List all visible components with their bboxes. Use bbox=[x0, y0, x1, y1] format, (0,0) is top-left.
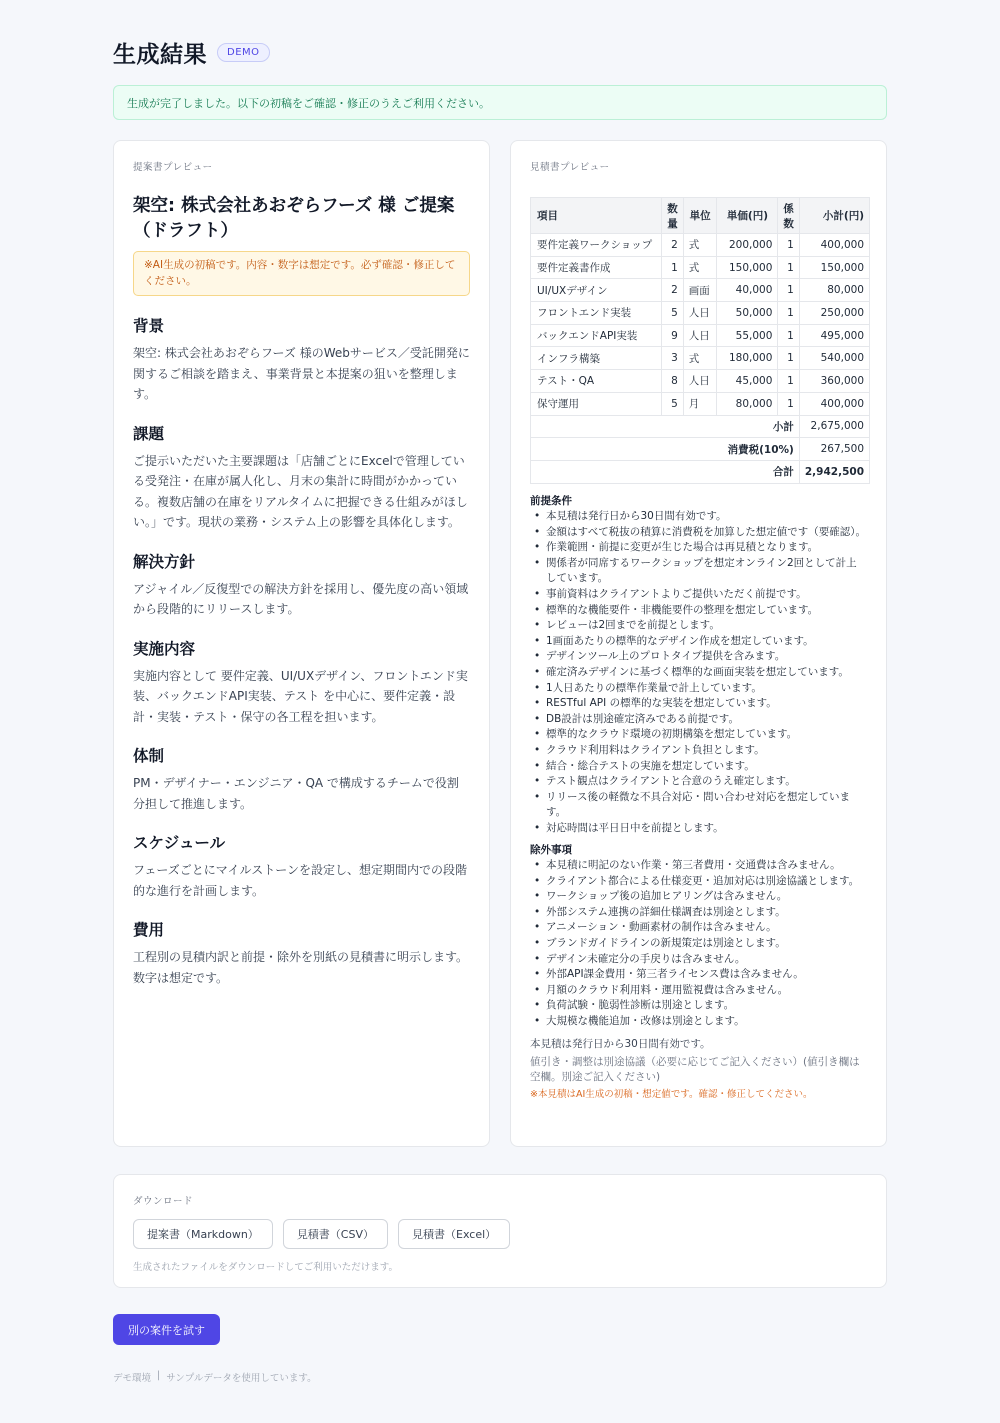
cell-subtotal: 495,000 bbox=[799, 324, 869, 347]
cell-subtotal: 360,000 bbox=[799, 370, 869, 393]
table-row bbox=[531, 279, 870, 302]
download-card bbox=[113, 1174, 887, 1288]
cell-qty: 2 bbox=[662, 234, 683, 257]
cell-unit: 人日 bbox=[683, 302, 717, 325]
cell-coef: 1 bbox=[778, 347, 799, 370]
exclusions-list bbox=[530, 858, 867, 1030]
proposal-preview-label: 提案書プレビュー bbox=[133, 162, 213, 173]
section-body: フェーズごとにマイルストーンを設定し、想定期間内での段階的な進行を計画します。 bbox=[133, 863, 467, 898]
cell-qty: 5 bbox=[662, 302, 683, 325]
section-body: 実施内容として 要件定義、UI/UXデザイン、フロントエンド実装、バックエンドAPI実装、テスト を中心に、要件定義・設計・実装・テスト・保守の各工程を担います。 bbox=[133, 668, 468, 724]
list-item: • テスト観点はクライアントと合意のうえ確定します。 bbox=[530, 774, 867, 790]
validity-note: 本見積は発行日から30日間有効です。 bbox=[530, 1037, 711, 1050]
list-item: • 事前資料はクライアントよりご提供いただく前提です。 bbox=[530, 587, 867, 603]
list-item: • 本見積は発行日から30日間有効です。 bbox=[530, 509, 867, 525]
cell-unit: 月 bbox=[683, 392, 717, 415]
download-estimate-excel-button[interactable]: 見積書（Excel） bbox=[398, 1219, 510, 1249]
cell-coef: 1 bbox=[778, 324, 799, 347]
table-row bbox=[531, 256, 870, 279]
cell-coef: 1 bbox=[778, 392, 799, 415]
cell-subtotal: 80,000 bbox=[799, 279, 869, 302]
list-item: • リリース後の軽微な不具合対応・問い合わせ対応を想定しています。 bbox=[530, 790, 867, 821]
estimate-totals bbox=[531, 415, 870, 483]
list-item: • 外部API課金費用・第三者ライセンス費は含みません。 bbox=[530, 967, 867, 983]
cell-item: テスト・QA bbox=[531, 370, 662, 393]
cell-subtotal: 400,000 bbox=[799, 234, 869, 257]
ai-draft-warning: ※AI生成の初稿です。内容・数字は想定です。必ず確認・修正してください。 bbox=[133, 251, 470, 296]
table-row bbox=[531, 370, 870, 393]
cell-price: 150,000 bbox=[717, 256, 778, 279]
cell-price: 45,000 bbox=[717, 370, 778, 393]
list-item: • 月額のクラウド利用料・運用監視費は含みません。 bbox=[530, 983, 867, 999]
cell-unit: 人日 bbox=[683, 324, 717, 347]
cell-item: 要件定義書作成 bbox=[531, 256, 662, 279]
section-heading: 背景 bbox=[133, 317, 165, 335]
table-row bbox=[531, 324, 870, 347]
estimate-body bbox=[531, 234, 870, 416]
cell-item: バックエンドAPI実装 bbox=[531, 324, 662, 347]
col-item: 項目 bbox=[531, 198, 662, 234]
cell-item: インフラ構築 bbox=[531, 347, 662, 370]
list-item: • クライアント都合による仕様変更・追加対応は別途協議とします。 bbox=[530, 874, 867, 890]
list-item: • 関係者が同席するワークショップを想定オンライン2回として計上しています。 bbox=[530, 556, 867, 587]
total-row bbox=[531, 460, 870, 483]
cell-qty: 9 bbox=[662, 324, 683, 347]
list-item: • 標準的なクラウド環境の初期構築を想定しています。 bbox=[530, 727, 867, 743]
col-price: 単価(円) bbox=[717, 198, 778, 234]
cell-item: 保守運用 bbox=[531, 392, 662, 415]
estimate-preview-label: 見積書プレビュー bbox=[530, 162, 610, 173]
tax-value: 267,500 bbox=[799, 438, 869, 461]
cell-price: 50,000 bbox=[717, 302, 778, 325]
subtotal-label: 小計 bbox=[531, 415, 800, 438]
subtotal-row bbox=[531, 415, 870, 438]
col-qty: 数量 bbox=[662, 198, 683, 234]
cell-qty: 3 bbox=[662, 347, 683, 370]
page-header bbox=[113, 36, 270, 68]
download-buttons bbox=[133, 1219, 867, 1249]
cell-item: UI/UXデザイン bbox=[531, 279, 662, 302]
section-heading: 実施内容 bbox=[133, 639, 196, 658]
total-label: 合計 bbox=[531, 460, 800, 483]
cell-unit: 式 bbox=[683, 234, 717, 257]
estimate-table bbox=[530, 197, 870, 484]
footer bbox=[113, 1370, 317, 1384]
tax-label: 消費税(10%) bbox=[531, 438, 800, 461]
table-row bbox=[531, 302, 870, 325]
table-row bbox=[531, 392, 870, 415]
cell-coef: 1 bbox=[778, 279, 799, 302]
section-body: アジャイル／反復型での解決方針を採用し、優先度の高い領域から段階的にリリースします。 bbox=[133, 581, 469, 616]
cell-subtotal: 150,000 bbox=[799, 256, 869, 279]
list-item: • アニメーション・動画素材の制作は含みません。 bbox=[530, 920, 867, 936]
footer-note: サンプルデータを使用しています。 bbox=[166, 1373, 317, 1384]
estimate-header-row bbox=[531, 198, 870, 234]
footer-separator: | bbox=[157, 1370, 161, 1381]
section-heading: 解決方針 bbox=[133, 552, 196, 571]
section-heading: スケジュール bbox=[133, 834, 226, 852]
section-heading: 課題 bbox=[133, 424, 165, 443]
page-title: 生成結果 bbox=[113, 41, 207, 68]
section-heading: 体制 bbox=[133, 747, 165, 765]
estimate-ai-note: ※本見積はAI生成の初稿・想定値です。確認・修正してください。 bbox=[530, 1088, 813, 1100]
list-item: • 標準的な機能要件・非機能要件の整理を想定しています。 bbox=[530, 603, 867, 619]
cell-coef: 1 bbox=[778, 370, 799, 393]
demo-badge: DEMO bbox=[217, 43, 270, 62]
list-item: • 対応時間は平日日中を前提とします。 bbox=[530, 821, 867, 837]
cell-subtotal: 250,000 bbox=[799, 302, 869, 325]
section-body: ご提示いただいた主要課題は「店舗ごとにExcelで管理している受発注・在庫が属人化し、月末の集計に時間がかかっている。複数店舗の在庫をリアルタイムに把握できる仕組みがほしい。」です。現状の業務・システム上の影響を具体化します。 bbox=[133, 453, 468, 529]
list-item: • 1人日あたりの標準作業量で計上しています。 bbox=[530, 681, 867, 697]
cell-price: 40,000 bbox=[717, 279, 778, 302]
discount-note: 値引き・調整は別途協議（必要に応じてご記入ください）(値引き欄は空欄。別途ご記入ください) bbox=[530, 1055, 860, 1084]
cell-qty: 5 bbox=[662, 392, 683, 415]
subtotal-value: 2,675,000 bbox=[799, 415, 869, 438]
estimate-preview-card bbox=[510, 140, 887, 1147]
cell-qty: 8 bbox=[662, 370, 683, 393]
section-body: 架空: 株式会社あおぞらフーズ 様のWebサービス／受託開発に関するご相談を踏まえ、事業背景と本提案の狙いを整理します。 bbox=[133, 346, 470, 401]
cell-price: 200,000 bbox=[717, 234, 778, 257]
col-unit: 単位 bbox=[683, 198, 717, 234]
cell-subtotal: 540,000 bbox=[799, 347, 869, 370]
list-item: • DB設計は別途確定済みである前提です。 bbox=[530, 712, 867, 728]
download-estimate-csv-button[interactable]: 見積書（CSV） bbox=[283, 1219, 388, 1249]
list-item: • ブランドガイドラインの新規策定は別途とします。 bbox=[530, 936, 867, 952]
total-value: 2,942,500 bbox=[799, 460, 869, 483]
exclusions-heading: 除外事項 bbox=[530, 843, 572, 856]
cell-item: 要件定義ワークショップ bbox=[531, 234, 662, 257]
footer-env: デモ環境 bbox=[113, 1373, 152, 1384]
list-item: • 本見積に明記のない作業・第三者費用・交通費は含みません。 bbox=[530, 858, 867, 874]
cell-subtotal: 400,000 bbox=[799, 392, 869, 415]
download-hint: 生成されたファイルをダウンロードしてご利用いただけます。 bbox=[133, 1262, 399, 1273]
list-item: • 金額はすべて税抜の積算に消費税を加算した想定値です（要確認）。 bbox=[530, 525, 867, 541]
cell-price: 55,000 bbox=[717, 324, 778, 347]
proposal-title: 架空: 株式会社あおぞらフーズ 様 ご提案（ドラフト） bbox=[133, 196, 455, 241]
list-item: • 大規模な機能追加・改修は別途とします。 bbox=[530, 1014, 867, 1030]
assumptions-list bbox=[530, 509, 867, 836]
list-item: • 作業範囲・前提に変更が生じた場合は再見積となります。 bbox=[530, 540, 867, 556]
list-item: • クラウド利用料はクライアント負担とします。 bbox=[530, 743, 867, 759]
list-item: • 確定済みデザインに基づく標準的な画面実装を想定しています。 bbox=[530, 665, 867, 681]
cell-coef: 1 bbox=[778, 302, 799, 325]
cell-qty: 1 bbox=[662, 256, 683, 279]
list-item: • 外部システム連携の詳細仕様調査は別途とします。 bbox=[530, 905, 867, 921]
proposal-preview-card bbox=[113, 140, 490, 1147]
cell-unit: 式 bbox=[683, 256, 717, 279]
proposal-sections bbox=[133, 315, 470, 988]
cell-qty: 2 bbox=[662, 279, 683, 302]
list-item: • 結合・総合テストの実施を想定しています。 bbox=[530, 759, 867, 775]
list-item: • 負荷試験・脆弱性診断は別途とします。 bbox=[530, 998, 867, 1014]
col-coef: 係数 bbox=[778, 198, 799, 234]
cell-item: フロントエンド実装 bbox=[531, 302, 662, 325]
try-another-case-button[interactable]: 別の案件を試す bbox=[113, 1314, 220, 1345]
success-alert: 生成が完了しました。以下の初稿をご確認・修正のうえご利用ください。 bbox=[113, 85, 887, 120]
cell-price: 80,000 bbox=[717, 392, 778, 415]
section-body: 工程別の見積内訳と前提・除外を別紙の見積書に明示します。数字は想定です。 bbox=[133, 950, 469, 985]
list-item: • デザインツール上のプロトタイプ提供を含みます。 bbox=[530, 649, 867, 665]
download-proposal-markdown-button[interactable]: 提案書（Markdown） bbox=[133, 1219, 273, 1249]
section-heading: 費用 bbox=[133, 921, 165, 939]
table-row bbox=[531, 234, 870, 257]
table-row bbox=[531, 347, 870, 370]
section-body: PM・デザイナー・エンジニア・QA で構成するチームで役割分担して推進します。 bbox=[133, 776, 459, 811]
download-label: ダウンロード bbox=[133, 1196, 194, 1207]
cell-coef: 1 bbox=[778, 256, 799, 279]
cell-coef: 1 bbox=[778, 234, 799, 257]
list-item: • RESTful API の標準的な実装を想定しています。 bbox=[530, 696, 867, 712]
cell-price: 180,000 bbox=[717, 347, 778, 370]
cell-unit: 式 bbox=[683, 347, 717, 370]
list-item: • 1画面あたりの標準的なデザイン作成を想定しています。 bbox=[530, 634, 867, 650]
cell-unit: 人日 bbox=[683, 370, 717, 393]
assumptions-heading: 前提条件 bbox=[530, 494, 572, 507]
tax-row bbox=[531, 438, 870, 461]
list-item: • デザイン未確定分の手戻りは含みません。 bbox=[530, 952, 867, 968]
cell-unit: 画面 bbox=[683, 279, 717, 302]
list-item: • ワークショップ後の追加ヒアリングは含みません。 bbox=[530, 889, 867, 905]
list-item: • レビューは2回までを前提とします。 bbox=[530, 618, 867, 634]
col-subtotal: 小計(円) bbox=[799, 198, 869, 234]
